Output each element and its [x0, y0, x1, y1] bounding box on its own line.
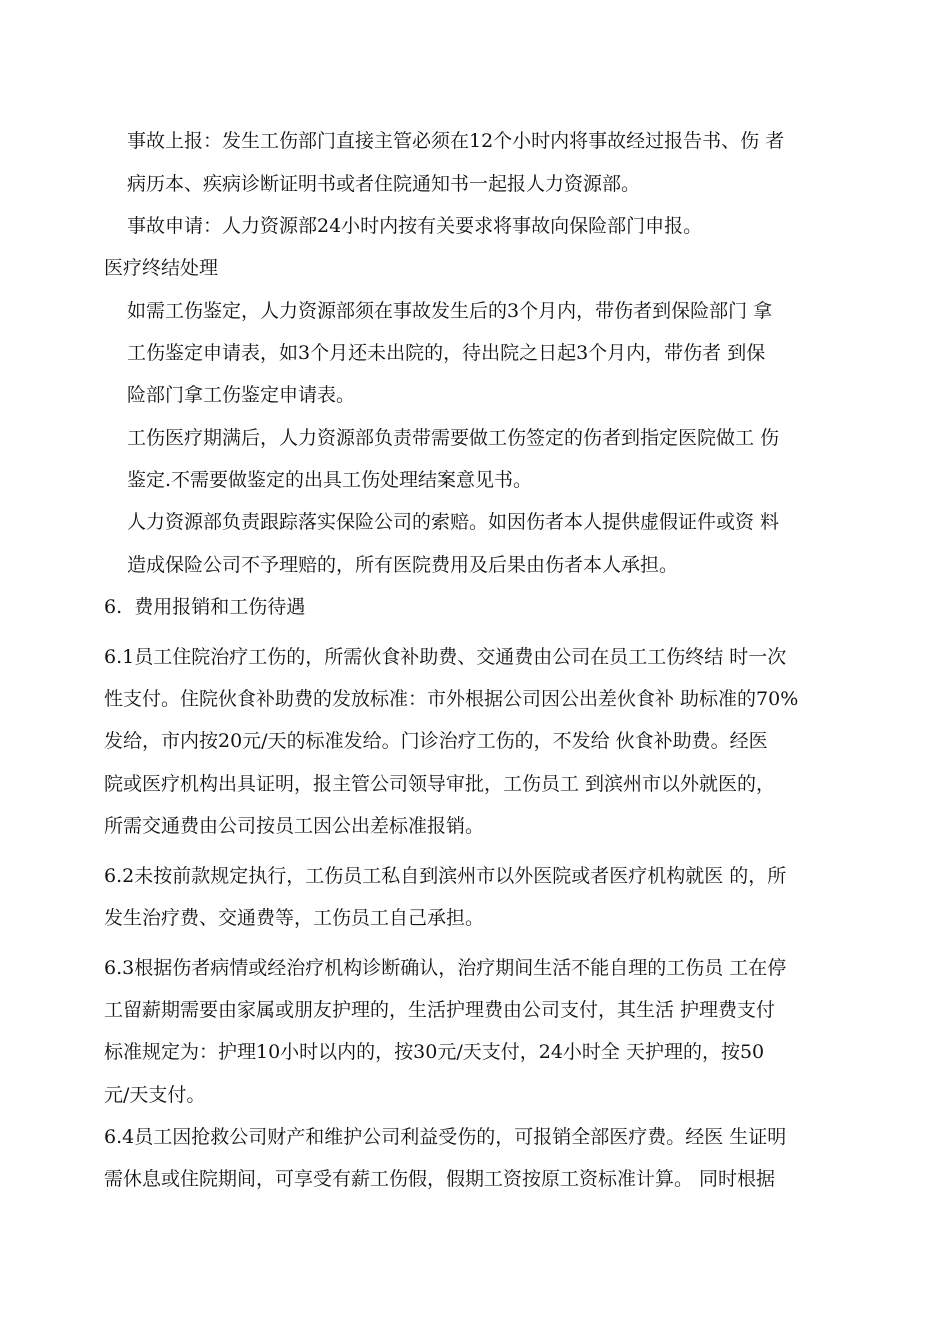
- section-heading: 医疗终结处理: [104, 257, 219, 279]
- text-line: 发生治疗费、交通费等，工伤员工自己承担。: [104, 907, 485, 929]
- text-line: 6.2未按前款规定执行，工伤员工私自到滨州市以外医院或者医疗机构就医 的，所: [104, 865, 787, 887]
- text-line: 险部门拿工伤鉴定申请表。: [127, 384, 356, 406]
- section-heading: 6. 费用报销和工伤待遇: [104, 596, 306, 618]
- text-line: 病历本、疾病诊断证明书或者住院通知书一起报人力资源部。: [127, 173, 641, 195]
- text-line: 院或医疗机构出具证明，报主管公司领导审批，工伤员工 到滨州市以外就医的，: [104, 773, 776, 795]
- text-line: 工伤鉴定申请表，如3个月还未出院的，待出院之日起3个月内，带伤者 到保: [127, 342, 766, 364]
- text-line: 工伤医疗期满后，人力资源部负责带需要做工伤签定的伤者到指定医院做工 伤: [127, 427, 780, 449]
- text-line: 工留薪期需要由家属或朋友护理的，生活护理费由公司支付，其生活 护理费支付: [104, 999, 776, 1021]
- text-line: 标准规定为：护理10小时以内的，按30元/天支付，24小时全 天护理的，按50: [104, 1041, 765, 1063]
- text-line: 性支付。住院伙食补助费的发放标准：市外根据公司因公出差伙食补 助标准的70%: [104, 688, 799, 710]
- text-line: 需休息或住院期间，可享受有薪工伤假，假期工资按原工资标准计算。 同时根据: [104, 1168, 776, 1190]
- text-line: 发给，市内按20元/天的标准发给。门诊治疗工伤的，不发给 伙食补助费。经医: [104, 730, 768, 752]
- text-line: 6.4员工因抢救公司财产和维护公司利益受伤的，可报销全部医疗费。经医 生证明: [104, 1126, 787, 1148]
- text-line: 6.3根据伤者病情或经治疗机构诊断确认，治疗期间生活不能自理的工伤员 工在停: [104, 957, 787, 979]
- text-line: 事故上报：发生工伤部门直接主管必须在12个小时内将事故经过报告书、伤 者: [127, 130, 785, 152]
- text-line: 事故申请：人力资源部24小时内按有关要求将事故向保险部门申报。: [127, 215, 703, 237]
- text-line: 6.1员工住院治疗工伤的，所需伙食补助费、交通费由公司在员工工伤终结 时一次: [104, 646, 787, 668]
- text-line: 造成保险公司不予理赔的，所有医院费用及后果由伤者本人承担。: [127, 554, 679, 576]
- text-line: 元/天支付。: [104, 1084, 206, 1106]
- text-line: 鉴定.不需要做鉴定的出具工伤处理结案意见书。: [127, 469, 533, 491]
- text-line: 人力资源部负责跟踪落实保险公司的索赔。如因伤者本人提供虚假证件或资 料: [127, 511, 780, 533]
- text-line: 如需工伤鉴定，人力资源部须在事故发生后的3个月内，带伤者到保险部门 拿: [127, 300, 773, 322]
- text-line: 所需交通费由公司按员工因公出差标准报销。: [104, 815, 485, 837]
